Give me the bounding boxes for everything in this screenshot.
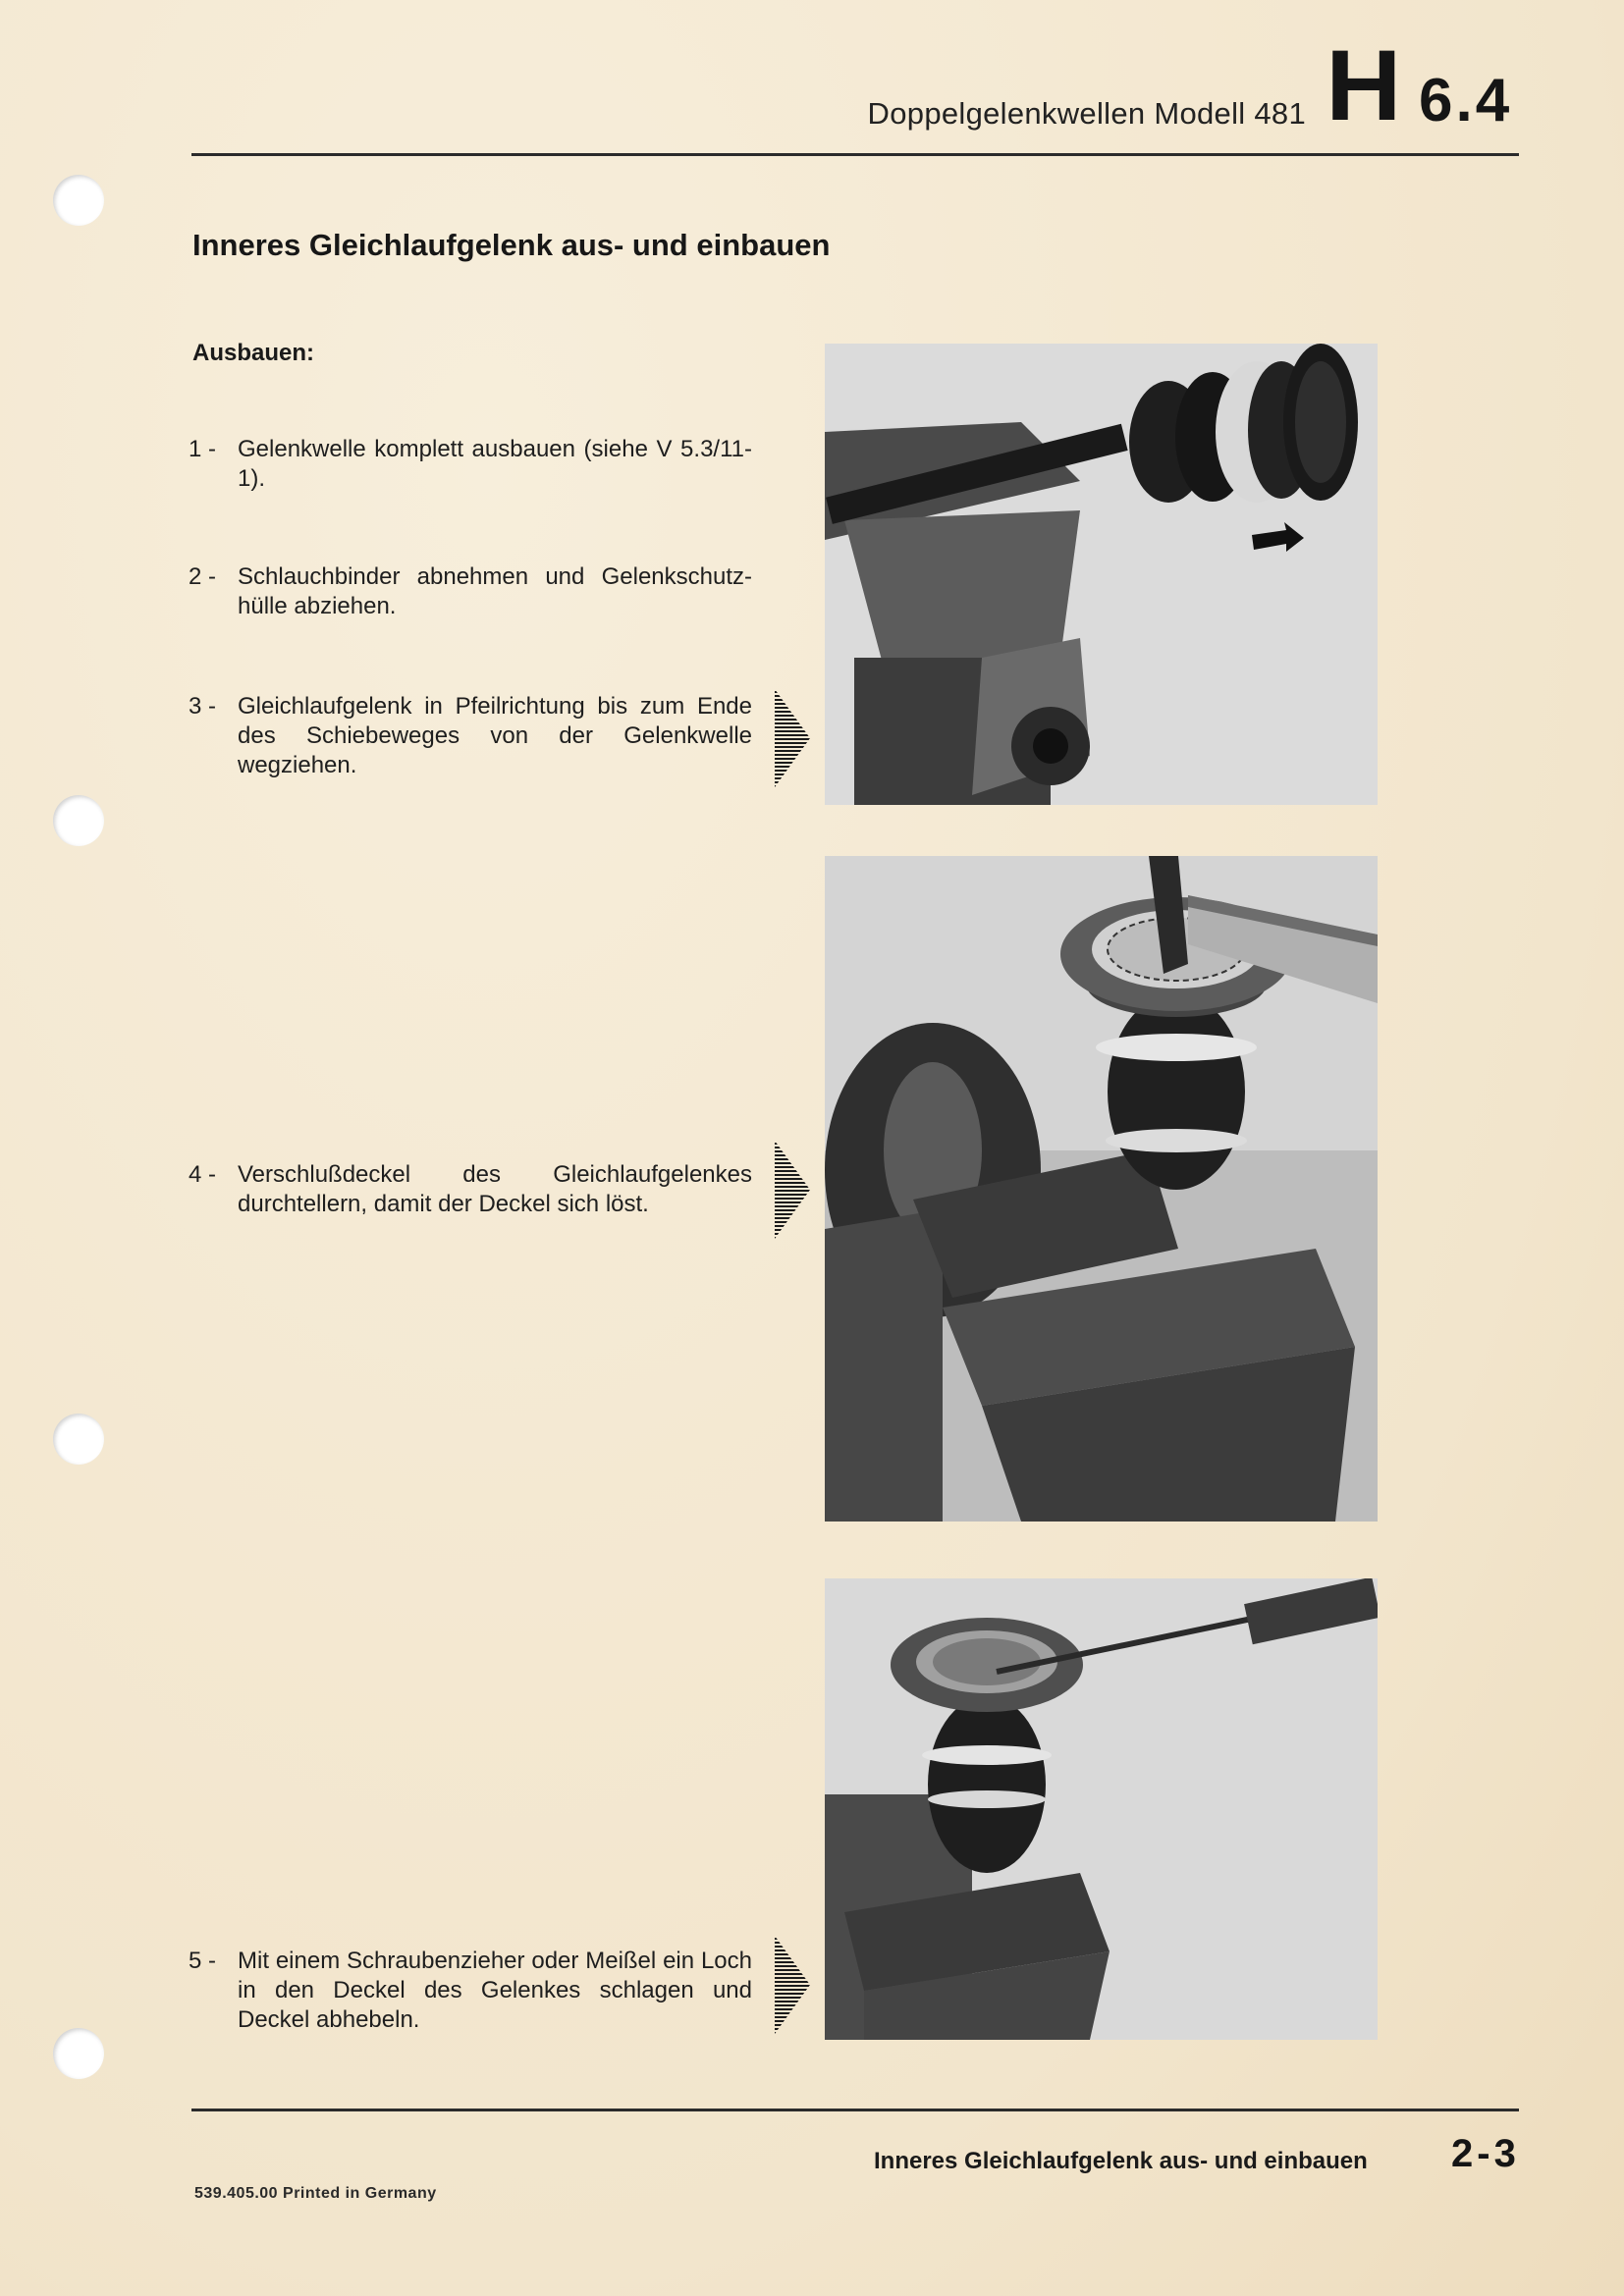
step-item [189, 1160, 752, 1219]
photo-screwdriver-cover [825, 1578, 1378, 2040]
step-text: Gleichlaufgelenk in Pfeilrichtung bis zum Ende des Schiebeweges von der Gelenkwelle wegziehen. [238, 693, 752, 778]
step-text: Schlauchbinder abnehmen und Gelenkschutzhülle abziehen. [238, 563, 752, 619]
step-item [189, 692, 752, 780]
step-text: Mit einem Schraubenzieher oder Meißel ein Loch in den Deckel des Gelenkes schlagen und Deckel abhebeln. [238, 1948, 752, 2033]
page-number: 2-3 [1451, 2132, 1520, 2175]
binder-hole [53, 2028, 104, 2079]
pointer-arrow-icon [773, 687, 812, 789]
step-number: 5 - [189, 1948, 217, 1974]
photo-joint-cover-punch [825, 856, 1378, 1522]
subheading: Ausbauen: [192, 340, 315, 366]
section-number: 6.4 [1419, 67, 1513, 134]
step-number: 4 - [189, 1161, 217, 1188]
step-text: Verschlußdeckel des Gleichlaufgelenkes durchtellern, damit der Deckel sich löst. [238, 1161, 752, 1217]
binder-hole [53, 1414, 104, 1465]
step-item [189, 435, 752, 494]
footer-title: Inneres Gleichlaufgelenk aus- und einbauen [874, 2148, 1368, 2174]
photo-shaft-in-vise [825, 344, 1378, 805]
page-heading: Inneres Gleichlaufgelenk aus- und einbauen [192, 228, 831, 262]
step-item [189, 562, 752, 621]
binder-hole [53, 795, 104, 846]
section-letter: H [1326, 29, 1402, 141]
footer-rule [191, 2109, 1519, 2111]
step-number: 2 - [189, 563, 217, 590]
header-rule [191, 153, 1519, 156]
binder-hole [53, 175, 104, 226]
step-item [189, 1947, 752, 2035]
step-number: 1 - [189, 436, 217, 462]
pointer-arrow-icon [773, 1934, 812, 2036]
step-text: Gelenkwelle komplett ausbauen (siehe V 5.3/11-1). [238, 436, 752, 492]
pointer-arrow-icon [773, 1139, 812, 1241]
header-title: Doppelgelenkwellen Modell 481 [867, 96, 1306, 131]
print-info: 539.405.00 Printed in Germany [194, 2185, 437, 2202]
step-number: 3 - [189, 693, 217, 720]
